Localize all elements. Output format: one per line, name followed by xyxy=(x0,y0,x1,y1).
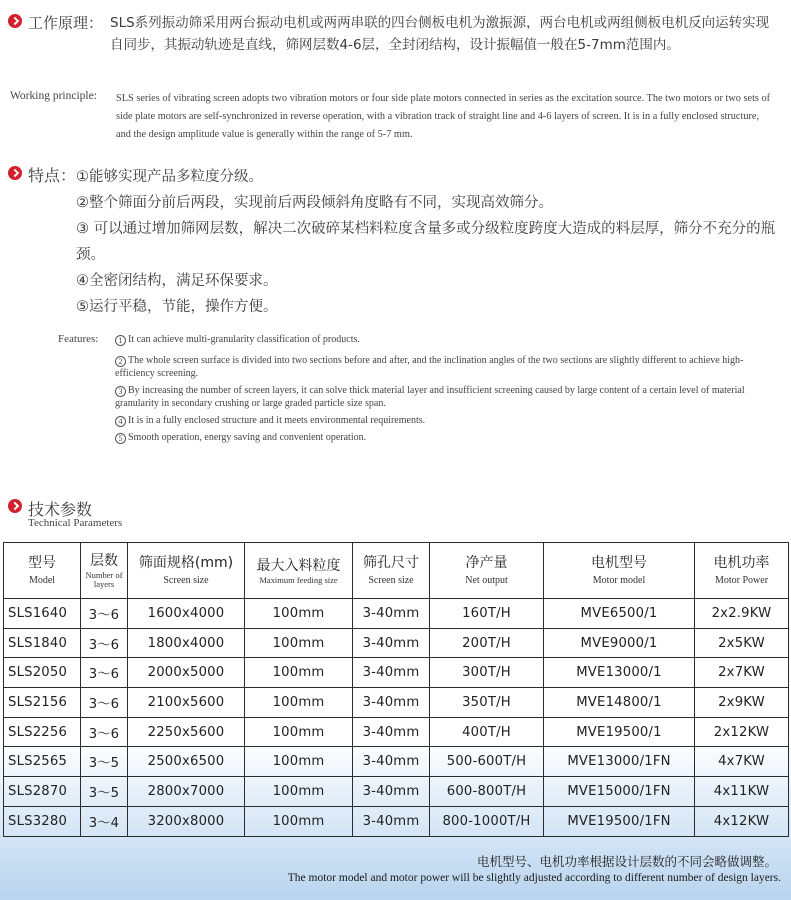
table-cell: 3-40mm xyxy=(353,747,430,777)
feature-item-cn: ①能够实现产品多粒度分级。 xyxy=(76,169,263,185)
table-row xyxy=(4,658,789,688)
table-cell: 3～5 xyxy=(81,777,128,807)
table-cell: 1800x4000 xyxy=(128,628,245,658)
table-cell: 4x11KW xyxy=(695,777,789,807)
table-cell: 350T/H xyxy=(430,688,544,718)
principle-body-cn: SLS系列振动筛采用两台振动电机或两两串联的四台侧板电机为激振源，两台电机或两组侧板电机反向运转实现自同步，其振动轨迹是直线，筛网层数4-6层，全封闭结构，设计振幅值一般在5-7mm范围内。 xyxy=(110,15,770,53)
table-cell: SLS2565 xyxy=(4,747,81,777)
table-cell: 3～4 xyxy=(81,806,128,836)
table-header-cell: 电机功率 Motor Power xyxy=(695,543,789,599)
table-cell: 2100x5600 xyxy=(128,688,245,718)
feature-item-en: 5 Smooth operation, energy saving and convenient operation. xyxy=(115,431,771,444)
table-row xyxy=(4,747,789,777)
tech-title-en: Technical Parameters xyxy=(28,517,123,529)
tech-title-cn: 技术参数 xyxy=(28,500,93,519)
section-bullet-icon xyxy=(8,499,22,513)
table-cell: MVE14800/1 xyxy=(544,688,695,718)
table-cell: 100mm xyxy=(245,777,353,807)
table-cell: SLS2050 xyxy=(4,658,81,688)
features-list-cn xyxy=(76,164,782,320)
feature-item-cn: ⑤运行平稳，节能，操作方便。 xyxy=(76,299,278,315)
table-cell: 3～6 xyxy=(81,717,128,747)
table-cell: 3-40mm xyxy=(353,777,430,807)
principle-title-en: Working principle: xyxy=(10,90,97,102)
table-cell: MVE15000/1FN xyxy=(544,777,695,807)
table-cell: SLS1640 xyxy=(4,599,81,629)
table-cell: 2800x7000 xyxy=(128,777,245,807)
table-note-en: The motor model and motor power will be slightly adjusted according to different number of design layers. xyxy=(287,872,781,884)
table-header-cell: 层数 Number of layers xyxy=(81,543,128,599)
table-cell: 3-40mm xyxy=(353,688,430,718)
table-note-cn: 电机型号、电机功率根据设计层数的不同会略做调整。 xyxy=(476,854,777,869)
features-title-en: Features: xyxy=(58,333,99,345)
section-bullet-icon xyxy=(8,166,22,180)
feature-item-cn: ②整个筛面分前后两段，实现前后两段倾斜角度略有不同，实现高效筛分。 xyxy=(76,195,553,211)
table-cell: SLS2256 xyxy=(4,717,81,747)
table-cell: 100mm xyxy=(245,628,353,658)
table-cell: 100mm xyxy=(245,599,353,629)
table-cell: 100mm xyxy=(245,806,353,836)
principle-title-cn: 工作原理： xyxy=(28,14,104,32)
table-cell: 3-40mm xyxy=(353,806,430,836)
table-header-cell: 电机型号 Motor model xyxy=(544,543,695,599)
table-cell: 2500x6500 xyxy=(128,747,245,777)
table-row xyxy=(4,777,789,807)
table-cell: 200T/H xyxy=(430,628,544,658)
table-cell: 4x7KW xyxy=(695,747,789,777)
table-cell: 2250x5600 xyxy=(128,717,245,747)
table-cell: 100mm xyxy=(245,747,353,777)
table-cell: 100mm xyxy=(245,658,353,688)
table-cell: 1600x4000 xyxy=(128,599,245,629)
table-cell: SLS3280 xyxy=(4,806,81,836)
table-cell: 2x7KW xyxy=(695,658,789,688)
table-cell: 3～6 xyxy=(81,688,128,718)
table-cell: 800-1000T/H xyxy=(430,806,544,836)
table-cell: 4x12KW xyxy=(695,806,789,836)
table-cell: 100mm xyxy=(245,688,353,718)
table-cell: MVE13000/1FN xyxy=(544,747,695,777)
table-cell: SLS2156 xyxy=(4,688,81,718)
table-cell: 2x2.9KW xyxy=(695,599,789,629)
table-cell: 2x12KW xyxy=(695,717,789,747)
table-cell: 3200x8000 xyxy=(128,806,245,836)
table-cell: 3～6 xyxy=(81,599,128,629)
table-cell: MVE6500/1 xyxy=(544,599,695,629)
table-row xyxy=(4,688,789,718)
table-header-cell: 筛面规格(mm) Screen size xyxy=(128,543,245,599)
table-cell: 3～6 xyxy=(81,658,128,688)
table-cell: MVE19500/1FN xyxy=(544,806,695,836)
table-header-cell: 最大入料粒度 Maximum feeding size xyxy=(245,543,353,599)
table-cell: SLS1840 xyxy=(4,628,81,658)
tech-params-table xyxy=(3,542,789,837)
table-cell: 3-40mm xyxy=(353,599,430,629)
table-cell: 3～5 xyxy=(81,747,128,777)
feature-item-cn: ③ 可以通过增加筛网层数，解决二次破碎某档料粒度含量多或分级粒度跨度大造成的料层厚，筛分不充分的瓶颈。 xyxy=(76,221,776,263)
feature-item-en: 4 It is in a fully enclosed structure and it meets environmental requirements. xyxy=(115,414,771,427)
feature-item-en: 2 The whole screen surface is divided into two sections before and after, and the inclination angles of the two sections are slightly different to achieve high-efficiency screening. xyxy=(115,355,744,379)
table-cell: 400T/H xyxy=(430,717,544,747)
table-cell: 2000x5000 xyxy=(128,658,245,688)
table-cell: 300T/H xyxy=(430,658,544,688)
table-cell: 3-40mm xyxy=(353,628,430,658)
table-cell: 3-40mm xyxy=(353,717,430,747)
table-cell: MVE9000/1 xyxy=(544,628,695,658)
section-bullet-icon xyxy=(8,14,22,28)
table-row xyxy=(4,717,789,747)
table-cell: 100mm xyxy=(245,717,353,747)
table-cell: 3～6 xyxy=(81,628,128,658)
tech-table-area xyxy=(0,542,791,900)
feature-item-en: 1 It can achieve multi-granularity classification of products. xyxy=(115,333,771,346)
table-cell: 600-800T/H xyxy=(430,777,544,807)
table-cell: SLS2870 xyxy=(4,777,81,807)
features-title-cn: 特点： xyxy=(28,166,77,185)
table-header-cell: 筛孔尺寸 Screen size xyxy=(353,543,430,599)
table-cell: 500-600T/H xyxy=(430,747,544,777)
table-cell: MVE19500/1 xyxy=(544,717,695,747)
table-header-cell: 净产量 Net output xyxy=(430,543,544,599)
table-header-row xyxy=(4,543,789,599)
table-row xyxy=(4,599,789,629)
features-list-en xyxy=(115,333,771,448)
table-cell: 3-40mm xyxy=(353,658,430,688)
principle-body-en: SLS series of vibrating screen adopts two vibration motors or four side plate motors connected in series as the excitation source. The two motors or two sets of side plate motors are self-synchronized in reverse operation, with a vibration track of straight line and 4-6 layers of screen. It is in a fully enclosed structure, and the design amplitude value is generally within the range of 5-7 mm. xyxy=(116,93,771,140)
table-row xyxy=(4,806,789,836)
table-cell: 160T/H xyxy=(430,599,544,629)
table-cell: MVE13000/1 xyxy=(544,658,695,688)
table-cell: 2x9KW xyxy=(695,688,789,718)
table-header-cell: 型号 Model xyxy=(4,543,81,599)
table-cell: 2x5KW xyxy=(695,628,789,658)
feature-item-cn: ④全密闭结构，满足环保要求。 xyxy=(76,273,278,289)
feature-item-en: 3 By increasing the number of screen layers, it can solve thick material layer and insufficient screening caused by large content of a certain level of material granularity in secondary crushing or large graded particle size span. xyxy=(115,385,745,409)
table-row xyxy=(4,628,789,658)
